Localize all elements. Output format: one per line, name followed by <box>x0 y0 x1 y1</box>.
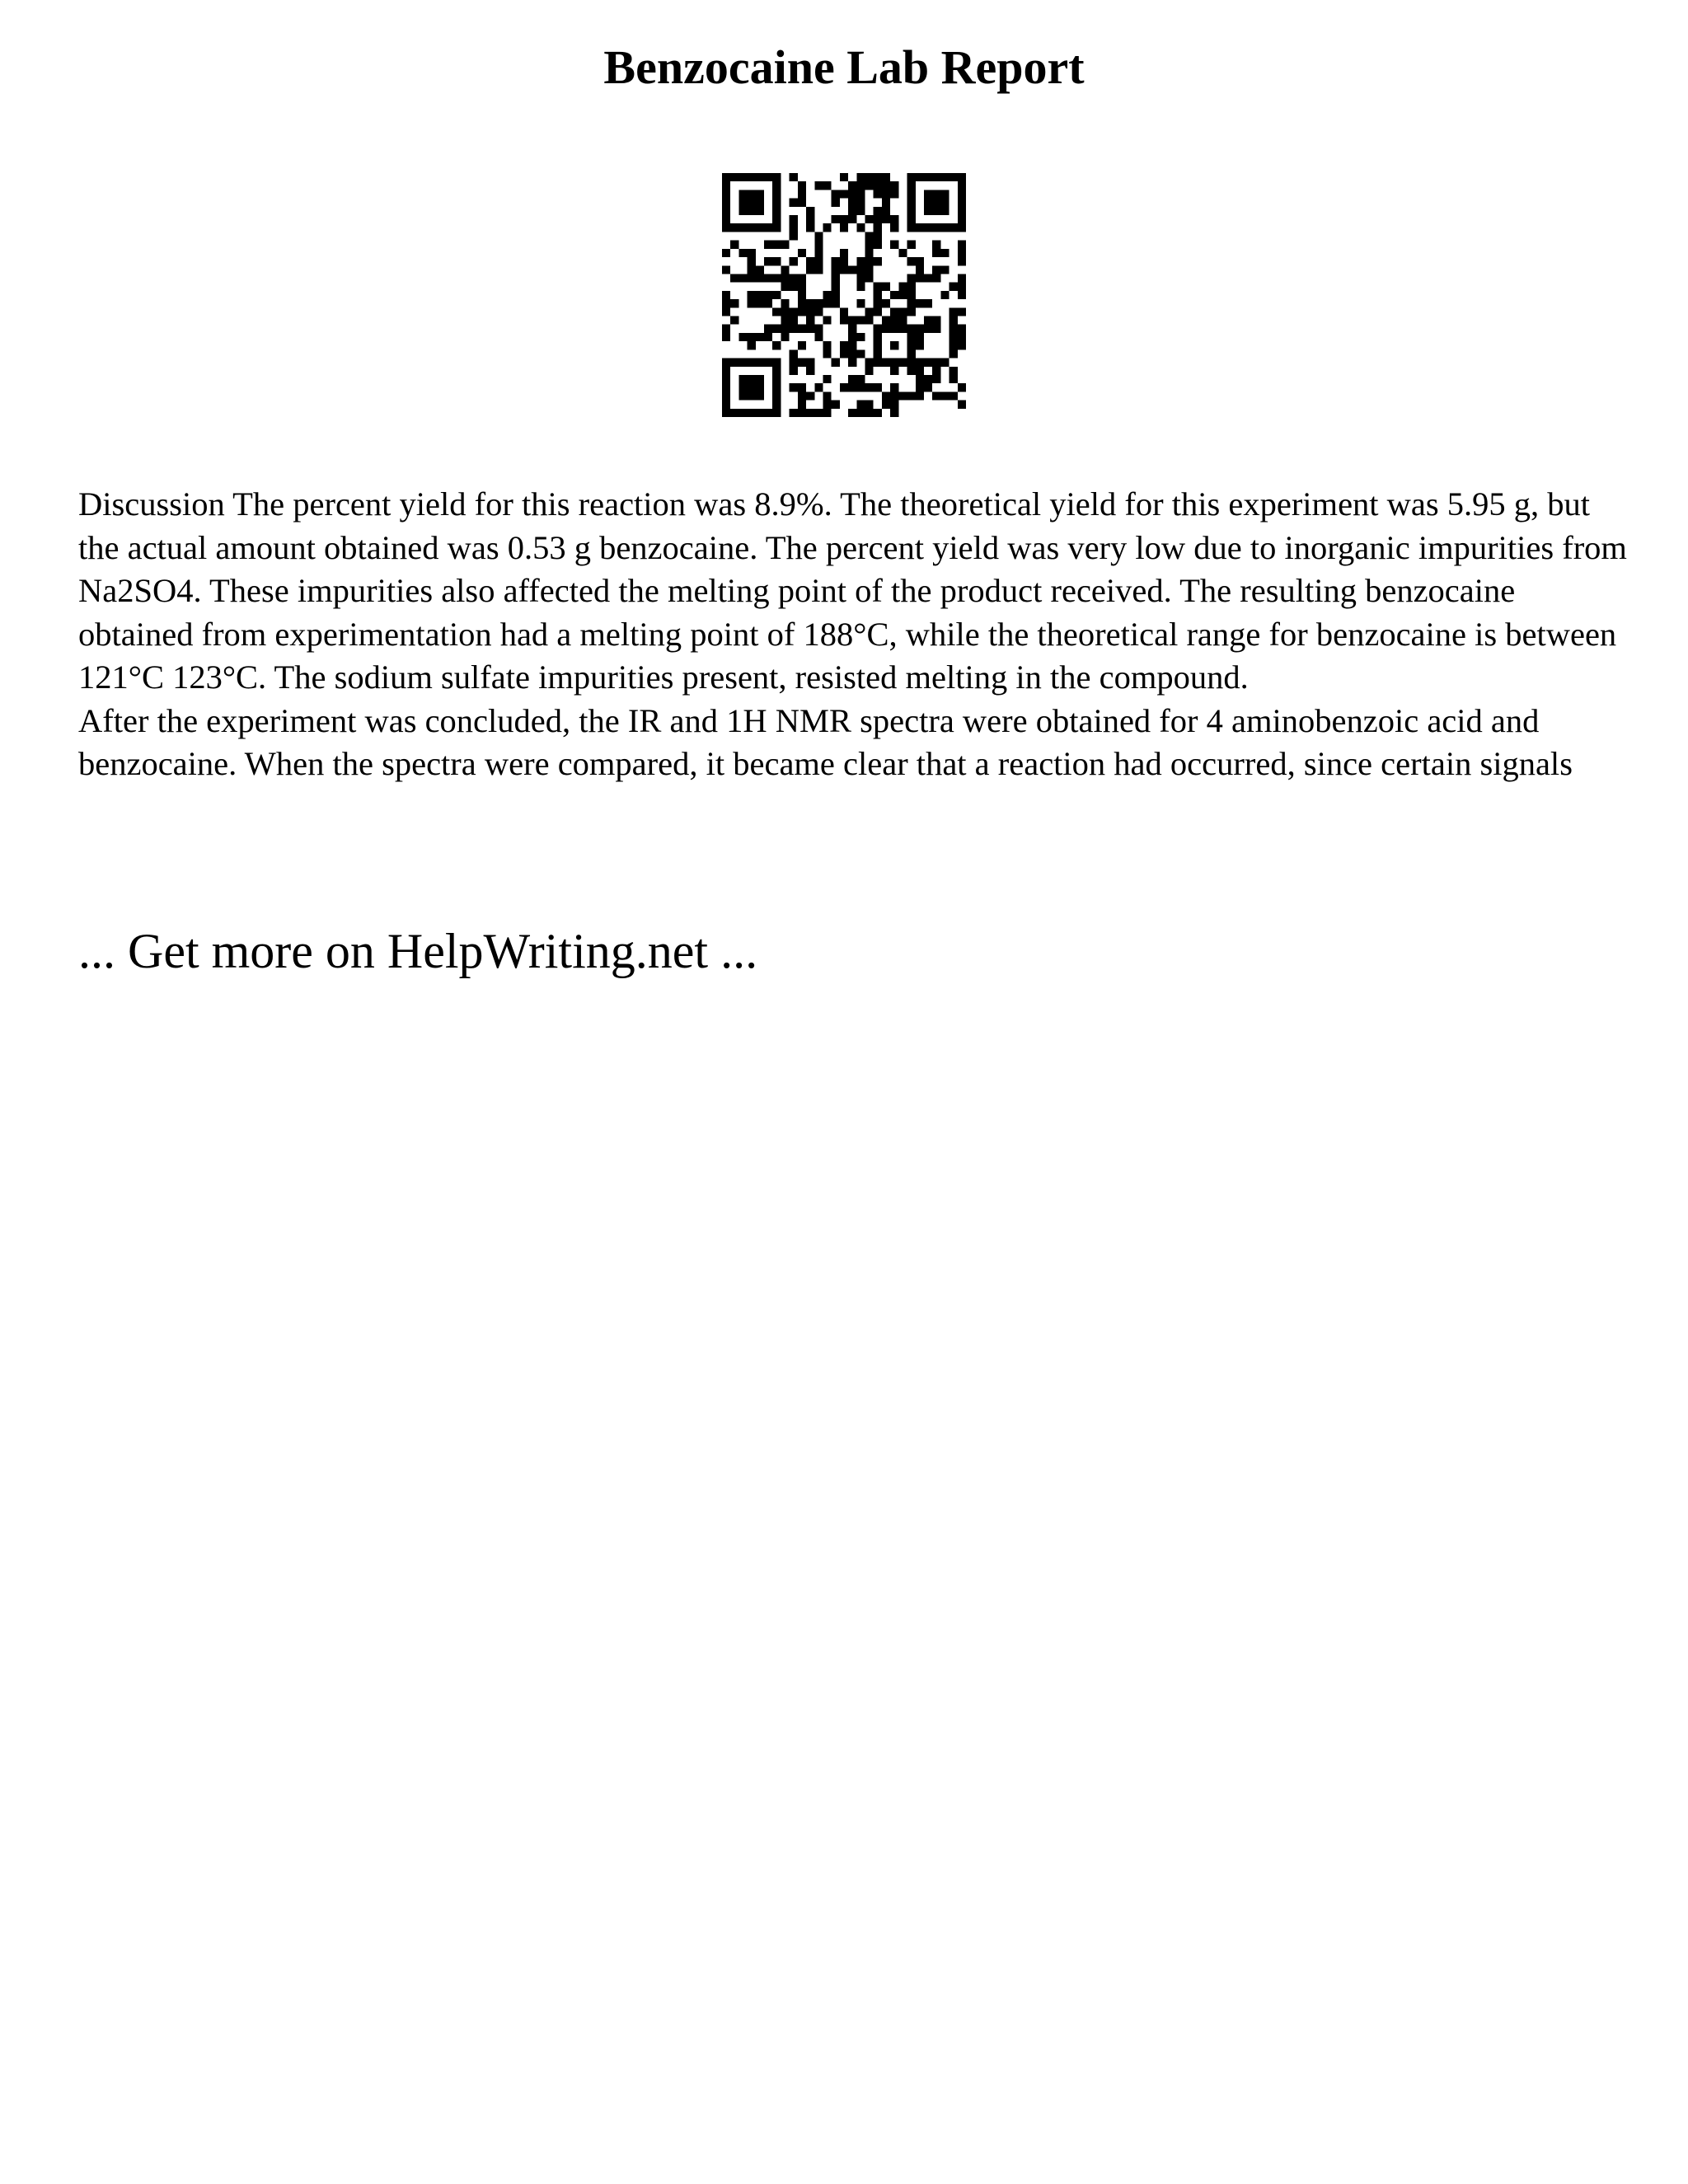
page-title: Benzocaine Lab Report <box>603 40 1085 94</box>
discussion-paragraph-1: Discussion The percent yield for this reaction was 8.9%. The theoretical yield for this experiment was 5.95 g, but the actual amount obtained was 0.53 g benzocaine. The percent yield was very low due to inorganic impurities from Na2SO4. These impurities also affected the melting point of the product received. The resulting benzocaine obtained from experimentation had a melting point of 188°C, while the theoretical range for benzocaine is between 121°C 123°C. The sodium sulfate impurities present, resisted melting in the compound. <box>78 485 1627 696</box>
get-more-link[interactable]: ... Get more on HelpWriting.net ... <box>78 924 758 978</box>
discussion-text <box>78 483 1628 786</box>
discussion-paragraph-2: After the experiment was concluded, the IR and 1H NMR spectra were obtained for 4 aminobenzoic acid and benzocaine. When the spectra were compared, it became clear that a reaction had occurred, since certain signals <box>78 701 1573 782</box>
qr-code-icon <box>722 173 966 417</box>
qr-code-image <box>722 173 966 417</box>
